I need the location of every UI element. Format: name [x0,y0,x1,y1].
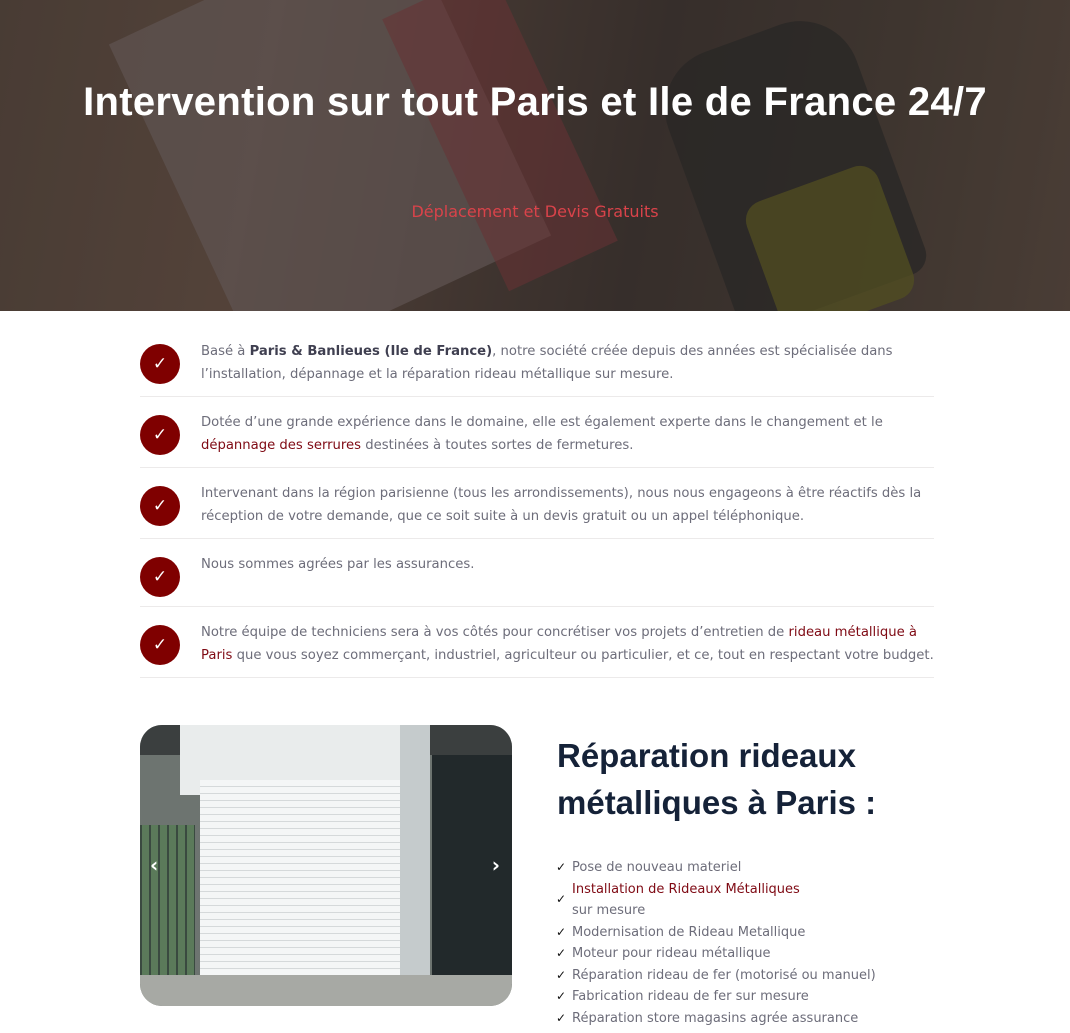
feature-item: ✓ Notre équipe de techniciens sera à vos côtés pour concrétiser vos projets d’entretien de rideau métallique à Paris que vous soyez commerçant, industriel, agriculteur ou particulier, et ce, tout en respectant votre budget. [140,607,934,678]
check-icon: ✓ [556,924,567,939]
feature-item: ✓ Nous sommes agrées par les assurances. [140,539,934,607]
feature-item: ✓ Intervenant dans la région parisienne (tous les arrondissements), nous nous engageons à être réactifs dès la réception de votre demande, que ce soit suite à un devis gratuit ou un appel téléphonique. [140,468,934,539]
feature-item: ✓ Basé à Paris & Banlieues (Ile de France), notre société créée depuis des années est spécialisée dans l’installation, dépannage et la réparation rideau métallique sur mesure. [140,330,934,397]
installation-link[interactable]: Installation de Rideaux Métalliques [572,881,800,897]
serrures-link[interactable]: dépannage des serrures [201,438,362,453]
shop-door-image [432,755,512,985]
service-item: ✓ Réparation store magasins agrée assurance [556,1008,876,1030]
check-icon: ✓ [556,946,567,960]
carousel-prev-icon[interactable]: ‹ [150,853,159,877]
service-item: ✓ Moteur pour rideau métallique [556,943,876,965]
metal-shutter-image [200,780,400,985]
check-icon: ✓ [556,989,567,1003]
gate-image-detail [140,825,195,985]
service-item: ✓ Pose de nouveau materiel [556,857,876,879]
hero-subtitle: Déplacement et Devis Gratuits [411,202,659,221]
service-item: ✓ Fabrication rideau de fer sur mesure [556,986,876,1008]
hero-banner [0,0,1070,311]
feature-item: ✓ Dotée d’une grande expérience dans le domaine, elle est également experte dans le changement et le dépannage des serrures destinées à toutes sortes de fermetures. [140,397,934,468]
hero-title: Intervention sur tout Paris et Ile de France 24/7 [83,80,987,124]
check-circle-icon: ✓ [140,557,180,597]
feature-list [140,330,934,678]
check-circle-icon: ✓ [140,344,180,384]
service-item: ✓ Installation de Rideaux Métalliques sur mesure [556,881,800,918]
check-icon: ✓ [556,1010,567,1025]
check-circle-icon: ✓ [140,415,180,455]
check-icon: ✓ [556,892,567,907]
service-item: ✓ Modernisation de Rideau Metallique [556,922,876,944]
check-icon: ✓ [556,860,567,874]
rideau-paris-link[interactable]: rideau métallique à Paris [201,625,918,663]
services-list [556,857,876,1029]
image-carousel[interactable] [140,725,512,1006]
check-circle-icon: ✓ [140,486,180,526]
service-item: ✓ Réparation rideau de fer (motorisé ou manuel) [556,965,876,987]
check-icon: ✓ [556,967,567,982]
carousel-next-icon[interactable]: › [491,853,500,877]
section-title: Réparation rideaux métalliques à Paris : [557,737,877,821]
check-circle-icon: ✓ [140,625,180,665]
